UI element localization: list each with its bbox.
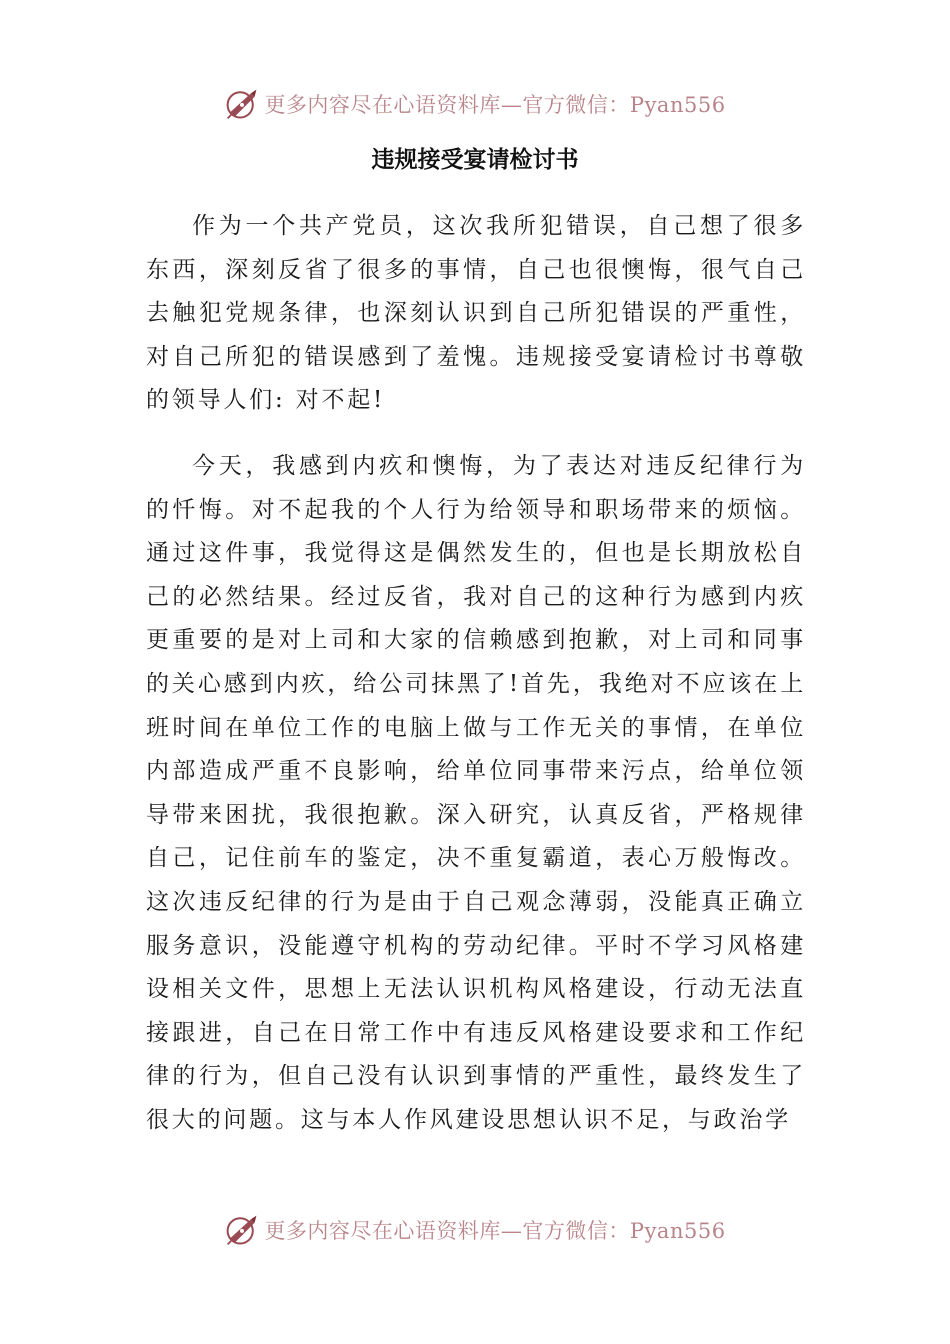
pen-nib-circle-icon	[224, 1212, 260, 1248]
document-title: 违规接受宴请检讨书	[371, 147, 579, 173]
paragraph-1: 作为一个共产党员，这次我所犯错误，自己想了很多东西，深刻反省了很多的事情，自己也很懊悔，很气自己去触犯党规条律，也深刻认识到自己所犯错误的严重性，对自己所犯的错误感到了羞愧。违规接受宴请检讨书尊敬的领导人们: 对不起!	[146, 213, 806, 414]
footer-banner-text: 更多内容尽在心语资料库—官方微信：Pyan556	[264, 1219, 726, 1243]
footer-banner	[0, 1206, 950, 1254]
header-banner	[0, 80, 950, 128]
document-body	[146, 205, 806, 1142]
paragraph-2: 今天，我感到内疚和懊悔，为了表达对违反纪律行为的忏悔。对不起我的个人行为给领导和职场带来的烦恼。通过这件事，我觉得这是偶然发生的，但也是长期放松自己的必然结果。经过反省，我对自己的这种行为感到内疚更重要的是对上司和大家的信赖感到抱歉，对上司和同事的关心感到内疚，给公司抹黑了!首先，我绝对不应该在上班时间在单位工作的电脑上做与工作无关的事情，在单位内部造成严重不良影响，给单位同事带来污点，给单位领导带来困扰，我很抱歉。深入研究，认真反省，严格规律自己，记住前车的鉴定，决不重复霸道，表心万般悔改。这次违反纪律的行为是由于自己观念薄弱，没能真正确立服务意识，没能遵守机构的劳动纪律。平时不学习风格建设相关文件，思想上无法认识机构风格建设，行动无法直接跟进，自己在日常工作中有违反风格建设要求和工作纪律的行为，但自己没有认识到事情的严重性，最终发生了很大的问题。这与本人作风建设思想认识不足，与政治学	[146, 452, 806, 1133]
pen-nib-circle-icon	[224, 86, 260, 122]
header-banner-text: 更多内容尽在心语资料库—官方微信：Pyan556	[264, 93, 726, 117]
